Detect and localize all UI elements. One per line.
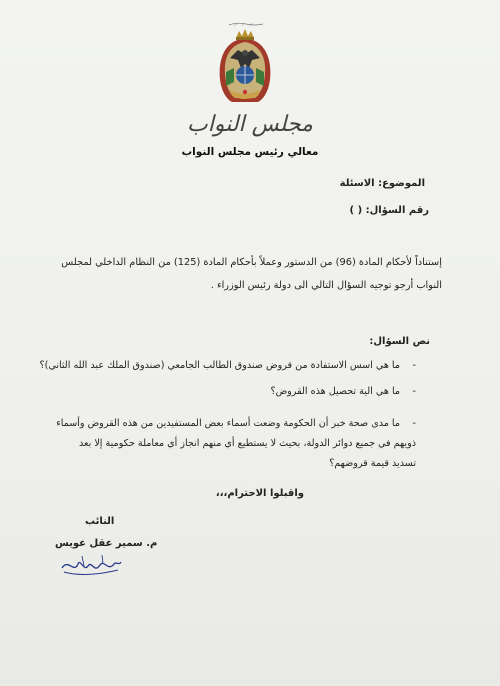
- question-1: ما هي اسس الاستفادة من قروض صندوق الطالب الجامعي (صندوق الملك عبد الله الثاني)؟: [39, 360, 400, 371]
- subject-line: الموضوع: الاسئلة: [339, 178, 425, 189]
- question-heading: نص السؤال:: [369, 336, 430, 347]
- bullet-2: -: [412, 386, 416, 397]
- crest-motto-icon: [228, 21, 264, 27]
- question-number: رقم السؤال: ( ): [349, 205, 429, 216]
- jordan-coat-of-arms-icon: [214, 28, 276, 106]
- question-3-line-1: ما مدى صحة خبر أن الحكومة وضعت أسماء بعض المستفيدين من هذه القروض وأسماء: [56, 418, 400, 429]
- body-line-2: النواب أرجو توجيه السؤال التالي الى دولة رئيس الوزراء .: [210, 280, 442, 291]
- handwritten-signature: [58, 552, 124, 578]
- signatory-title: النائب: [85, 516, 115, 527]
- closing: واقبلوا الاحترام،،،: [215, 488, 304, 499]
- signatory-name: م. سمير عقل عويس: [55, 538, 158, 549]
- question-3-line-2: ذويهم في جميع دوائر الدولة، بحيث لا يستطيع أي منهم انجاز أي معاملة حكومية إلا بعد: [78, 438, 416, 449]
- council-name: مجلس النواب: [187, 112, 313, 137]
- question-2: ما هي الية تحصيل هذه القروض؟: [270, 386, 400, 397]
- question-3-line-3: تسديد قيمة قروضهم؟: [329, 458, 416, 469]
- bullet-3: -: [412, 418, 416, 429]
- body-line-1: إستناداً لأحكام المادة (96) من الدستور وعملاً بأحكام المادة (125) من النظام الداخلي لمجلس: [61, 257, 442, 268]
- addressee: معالي رئيس مجلس النواب: [181, 146, 319, 158]
- bullet-1: -: [412, 360, 416, 371]
